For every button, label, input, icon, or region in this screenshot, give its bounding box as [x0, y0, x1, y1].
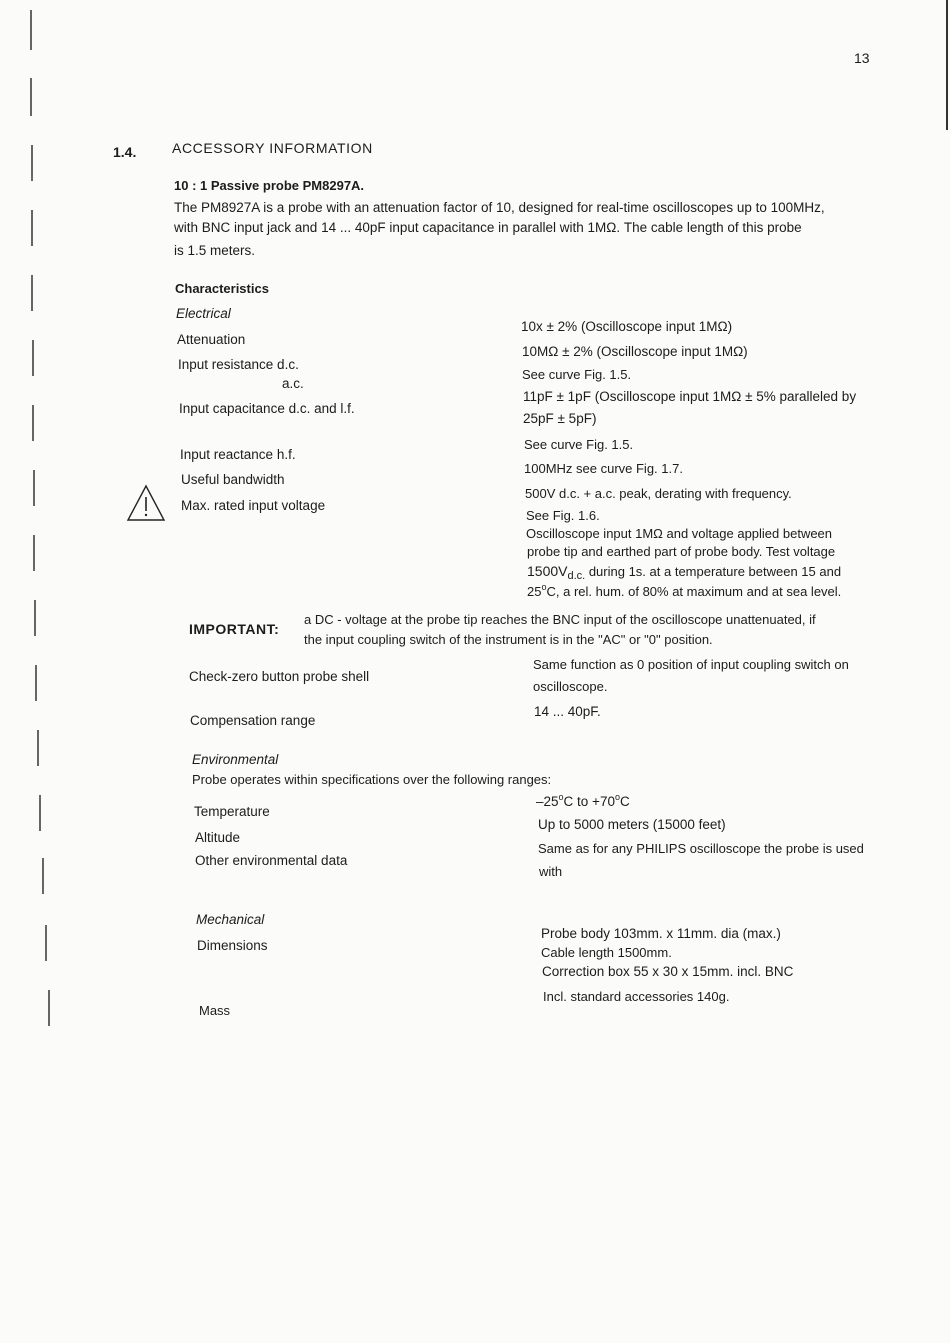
- input-reactance-value: See curve Fig. 1.5.: [524, 437, 634, 452]
- check-zero-label: Check-zero button probe shell: [189, 669, 370, 684]
- compensation-value: 14 ... 40pF.: [534, 704, 601, 719]
- section-number: 1.4.: [113, 144, 137, 160]
- mechanical-heading: Mechanical: [196, 912, 265, 927]
- compensation-label: Compensation range: [190, 713, 316, 728]
- attenuation-label: Attenuation: [177, 332, 246, 347]
- temperature-value-sup-1: o: [558, 792, 564, 802]
- dimensions-line-1: Probe body 103mm. x 11mm. dia (max.): [541, 926, 781, 941]
- warning-triangle-icon: [126, 484, 166, 522]
- other-environmental-value-line-2: with: [539, 864, 563, 879]
- page-number: 13: [854, 50, 870, 66]
- important-line-1: a DC - voltage at the probe tip reaches the BNC input of the oscilloscope unattenuated, if: [304, 612, 816, 627]
- check-zero-value-line-2: oscilloscope.: [533, 679, 608, 694]
- temperature-label: Temperature: [194, 804, 270, 819]
- max-voltage-line-6-sup: o: [541, 582, 547, 592]
- dimensions-line-2: Cable length 1500mm.: [541, 945, 672, 960]
- max-voltage-line-2: See Fig. 1.6.: [526, 508, 600, 523]
- temperature-value-a: –25: [536, 794, 559, 809]
- input-capacitance-value-line-2: 25pF ± 5pF): [523, 411, 597, 426]
- bandwidth-label: Useful bandwidth: [181, 472, 285, 487]
- input-resistance-ac-label: a.c.: [282, 376, 304, 391]
- input-capacitance-label: Input capacitance d.c. and l.f.: [179, 401, 355, 416]
- max-voltage-line-5-a: 1500V: [527, 563, 568, 579]
- max-voltage-line-5-b: during 1s. at a temperature between 15 and: [585, 564, 842, 579]
- other-environmental-label: Other environmental data: [195, 853, 348, 868]
- bandwidth-value: 100MHz see curve Fig. 1.7.: [524, 461, 683, 476]
- mass-label: Mass: [199, 1003, 231, 1018]
- input-resistance-dc-value: 10MΩ ± 2% (Oscilloscope input 1MΩ): [522, 344, 748, 359]
- attenuation-value: 10x ± 2% (Oscilloscope input 1MΩ): [521, 319, 733, 334]
- temperature-value-b: C to +70: [563, 794, 615, 809]
- environmental-intro: Probe operates within specifications over the following ranges:: [192, 772, 552, 787]
- max-voltage-line-5-sub: d.c.: [567, 570, 586, 582]
- input-reactance-label: Input reactance h.f.: [180, 447, 296, 462]
- probe-heading: 10 : 1 Passive probe PM8297A.: [174, 178, 365, 193]
- input-resistance-ac-value: See curve Fig. 1.5.: [522, 367, 632, 382]
- max-voltage-line-5: [527, 563, 841, 582]
- max-voltage-line-6-b: C, a rel. hum. of 80% at maximum and at sea level.: [546, 584, 842, 599]
- probe-intro-line-1: The PM8927A is a probe with an attenuation factor of 10, designed for real-time oscilloscopes up to 100MHz,: [174, 200, 825, 215]
- environmental-heading: Environmental: [192, 752, 279, 767]
- characteristics-heading: Characteristics: [175, 281, 269, 296]
- max-voltage-line-6: [527, 582, 841, 599]
- check-zero-value-line-1: Same function as 0 position of input coupling switch on: [533, 657, 849, 672]
- temperature-value-sup-2: o: [614, 792, 620, 802]
- section-title: ACCESSORY INFORMATION: [172, 140, 373, 156]
- important-line-2: the input coupling switch of the instrument is in the "AC" or "0" position.: [304, 632, 713, 647]
- max-voltage-line-4: probe tip and earthed part of probe body. Test voltage: [527, 544, 836, 559]
- temperature-value: [536, 792, 630, 809]
- input-resistance-label: Input resistance d.c.: [178, 357, 299, 372]
- max-voltage-label: Max. rated input voltage: [181, 498, 326, 513]
- mass-value: Incl. standard accessories 140g.: [543, 989, 730, 1004]
- altitude-value: Up to 5000 meters (15000 feet): [538, 817, 726, 832]
- important-label: IMPORTANT:: [189, 621, 280, 637]
- temperature-value-c: C: [619, 794, 630, 809]
- max-voltage-line-3: Oscilloscope input 1MΩ and voltage applied between: [526, 526, 833, 541]
- dimensions-line-3: Correction box 55 x 30 x 15mm. incl. BNC: [542, 964, 794, 979]
- probe-intro-line-3: is 1.5 meters.: [174, 243, 256, 258]
- altitude-label: Altitude: [195, 830, 241, 845]
- input-capacitance-value-line-1: 11pF ± 1pF (Oscilloscope input 1MΩ ± 5% paralleled by: [523, 389, 857, 404]
- max-voltage-line-1: 500V d.c. + a.c. peak, derating with frequency.: [525, 486, 792, 501]
- other-environmental-value-line-1: Same as for any PHILIPS oscilloscope the probe is used: [538, 841, 864, 856]
- electrical-heading: Electrical: [176, 306, 231, 321]
- probe-intro-line-2: with BNC input jack and 14 ... 40pF input capacitance in parallel with 1MΩ. The cable length of this probe: [174, 220, 802, 235]
- dimensions-label: Dimensions: [197, 938, 268, 953]
- max-voltage-line-6-a: 25: [527, 584, 542, 599]
